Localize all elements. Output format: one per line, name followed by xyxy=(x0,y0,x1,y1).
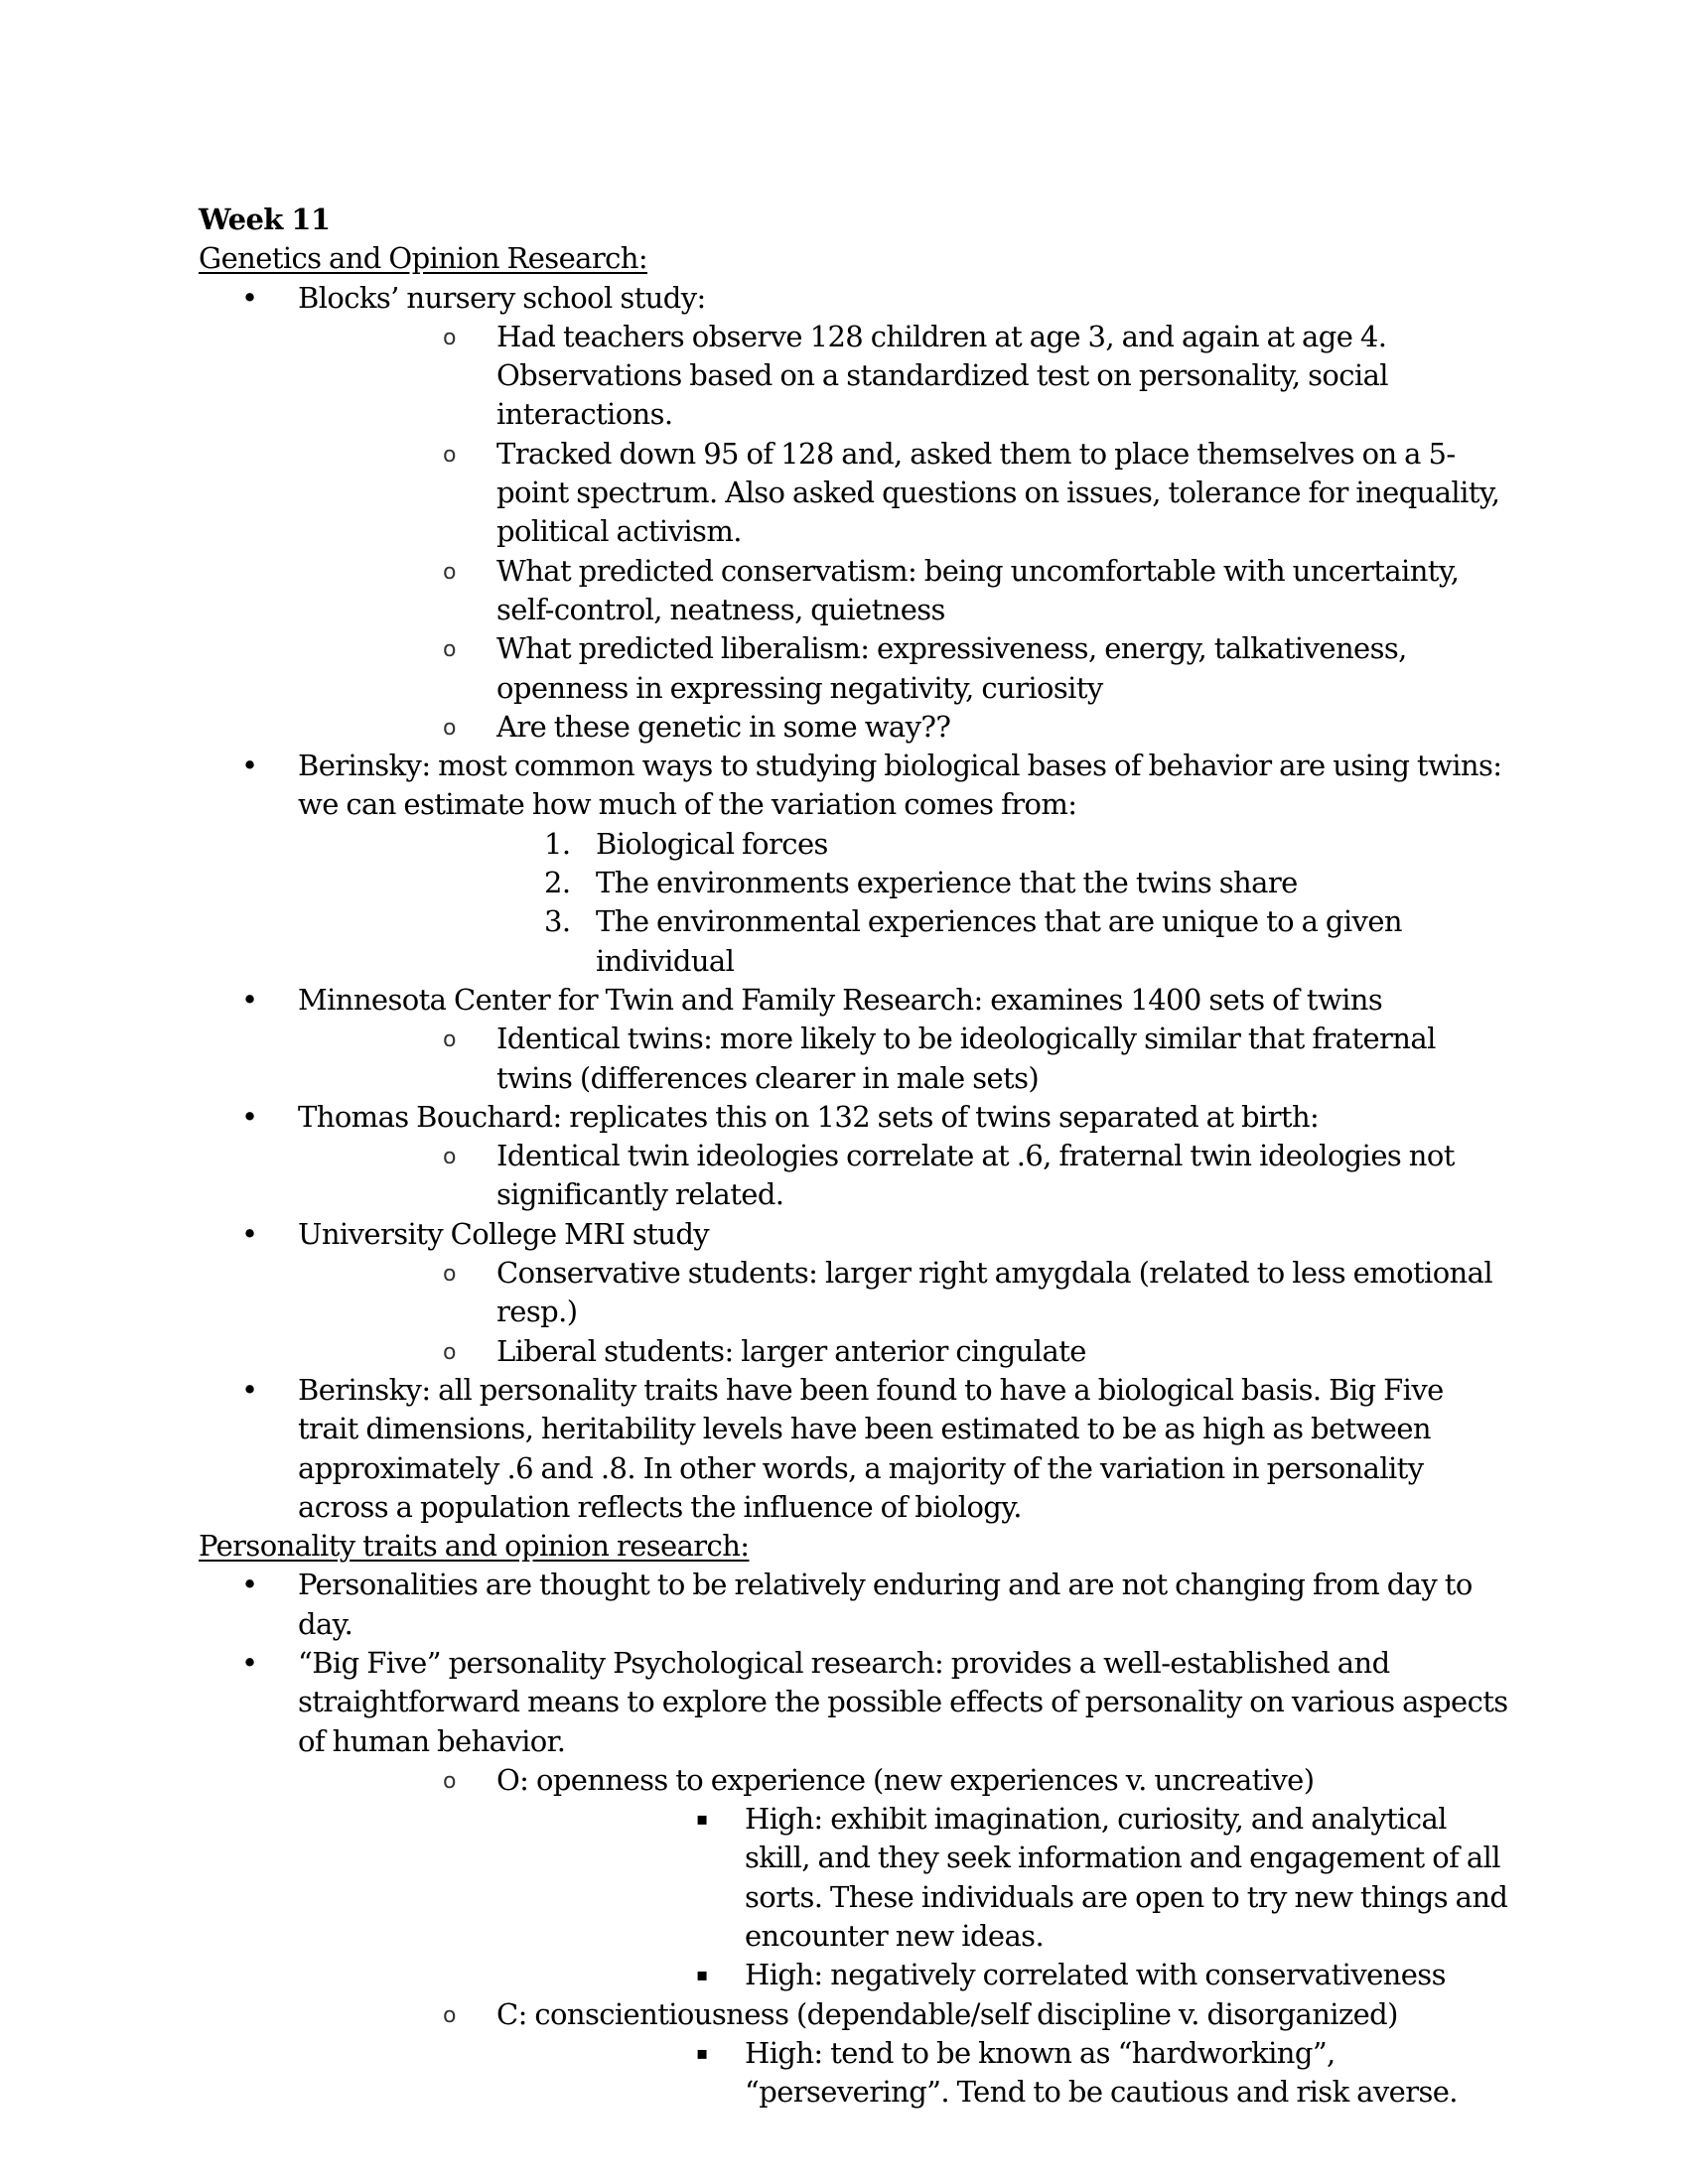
sub-bullet-text: What predicted conservatism: being uncomfortable with uncertainty, self-control, neatness, quietness xyxy=(496,553,1460,626)
sub-bullet-marker: o xyxy=(443,1262,456,1288)
bullet-text: University College MRI study xyxy=(298,1216,710,1251)
bullet-item xyxy=(241,981,1509,1098)
sub-bullet-text: Are these genetic in some way?? xyxy=(496,709,951,744)
sections xyxy=(199,239,1509,2112)
sub-bullet-item xyxy=(443,318,1509,435)
square-bullet-list xyxy=(496,1800,1509,1994)
numbered-list xyxy=(298,825,1509,981)
sub-bullet-marker: o xyxy=(443,325,456,350)
sub-bullet-list xyxy=(298,318,1509,747)
bullet-text: Blocks’ nursery school study: xyxy=(298,280,706,315)
bullet-list xyxy=(199,1566,1509,2112)
numbered-text: Biological forces xyxy=(596,826,828,861)
page-title: Week 11 xyxy=(199,203,331,236)
sub-bullet-text: Conservative students: larger right amygdala (related to less emotional resp.) xyxy=(496,1256,1493,1329)
sub-bullet-list xyxy=(298,1137,1509,1215)
bullet-text: Thomas Bouchard: replicates this on 132 sets of twins separated at birth: xyxy=(298,1099,1320,1134)
number-marker: 3. xyxy=(544,904,571,939)
sub-bullet-marker: o xyxy=(443,1768,456,1794)
numbered-item xyxy=(544,864,1509,902)
bullet-marker: • xyxy=(241,280,258,315)
bullet-text: Minnesota Center for Twin and Family Research: examines 1400 sets of twins xyxy=(298,982,1383,1017)
number-marker: 1. xyxy=(544,826,571,861)
sub-bullet-text: Tracked down 95 of 128 and, asked them to place themselves on a 5-point spectrum. Also asked questions on issues, tolerance for inequality, political activism. xyxy=(496,436,1500,549)
sub-bullet-marker: o xyxy=(443,1145,456,1170)
sub-bullet-marker: o xyxy=(443,1027,456,1053)
square-bullet-list xyxy=(496,2034,1509,2113)
section-heading: Genetics and Opinion Research: xyxy=(199,241,647,276)
bullet-marker: • xyxy=(241,982,258,1017)
square-bullet-item xyxy=(696,2034,1509,2113)
bullet-item xyxy=(241,1098,1509,1215)
bullet-item xyxy=(241,279,1509,748)
sub-bullet-marker: o xyxy=(443,442,456,468)
bullet-item xyxy=(241,1371,1509,1527)
square-bullet-text: High: tend to be known as “hardworking”, “persevering”. Tend to be cautious and risk averse. xyxy=(745,2035,1458,2110)
sub-bullet-text: Identical twin ideologies correlate at .6, fraternal twin ideologies not significantly related. xyxy=(496,1139,1455,1212)
bullet-marker: • xyxy=(241,749,258,783)
bullet-marker: • xyxy=(241,1568,258,1602)
sub-bullet-list xyxy=(298,1761,1509,2113)
sub-bullet-item xyxy=(443,435,1509,552)
bullet-text: “Big Five” personality Psychological research: provides a well-established and straightforward means to explore the possible effects of personality on various aspects of human behavior. xyxy=(298,1645,1508,1758)
bullet-list xyxy=(199,279,1509,1528)
bullet-marker: • xyxy=(241,1372,258,1407)
sub-bullet-item xyxy=(443,708,1509,747)
bullet-marker: • xyxy=(241,1216,258,1251)
sub-bullet-marker: o xyxy=(443,1339,456,1365)
sub-bullet-item xyxy=(443,1332,1509,1371)
square-bullet-item xyxy=(696,1800,1509,1956)
bullet-text: Personalities are thought to be relatively enduring and are not changing from day to day. xyxy=(298,1568,1473,1641)
square-bullet-marker: ▪ xyxy=(696,1965,708,1986)
sub-bullet-item xyxy=(443,1020,1509,1098)
sub-bullet-text: Liberal students: larger anterior cingulate xyxy=(496,1333,1086,1368)
sub-bullet-list xyxy=(298,1020,1509,1098)
sub-bullet-marker: o xyxy=(443,2002,456,2028)
document xyxy=(199,201,1509,2113)
sub-bullet-text: Identical twins: more likely to be ideologically similar that fraternal twins (differences clearer in male sets) xyxy=(496,1022,1436,1095)
sub-bullet-list xyxy=(298,1254,1509,1371)
sub-bullet-item xyxy=(443,552,1509,630)
sub-bullet-text: C: conscientiousness (dependable/self discipline v. disorganized) xyxy=(496,1996,1398,2031)
sub-bullet-item xyxy=(443,629,1509,708)
sub-bullet-item xyxy=(443,1254,1509,1332)
numbered-item xyxy=(544,825,1509,864)
sub-bullet-item xyxy=(443,1137,1509,1215)
sub-bullet-item xyxy=(443,1995,1509,2113)
sub-bullet-marker: o xyxy=(443,637,456,663)
sub-bullet-item xyxy=(443,1761,1509,1995)
section-heading: Personality traits and opinion research: xyxy=(199,1529,750,1564)
number-marker: 2. xyxy=(544,866,571,900)
sub-bullet-marker: o xyxy=(443,559,456,585)
square-bullet-text: High: negatively correlated with conservativeness xyxy=(745,1958,1446,1992)
sub-bullet-marker: o xyxy=(443,715,456,741)
bullet-item xyxy=(241,1644,1509,2113)
square-bullet-marker: ▪ xyxy=(696,1809,708,1831)
bullet-text: Berinsky: most common ways to studying biological bases of behavior are using twins: we can estimate how much of the variation comes from: xyxy=(298,749,1502,822)
numbered-item xyxy=(544,902,1509,981)
bullet-marker: • xyxy=(241,1099,258,1134)
numbered-text: The environmental experiences that are unique to a given individual xyxy=(596,904,1402,978)
bullet-item xyxy=(241,1566,1509,1644)
sub-bullet-text: O: openness to experience (new experiences v. uncreative) xyxy=(496,1762,1315,1797)
bullet-item xyxy=(241,1215,1509,1371)
bullet-marker: • xyxy=(241,1645,258,1680)
square-bullet-text: High: exhibit imagination, curiosity, and analytical skill, and they seek information and engagement of all sorts. These individuals are open to try new things and encounter new ideas. xyxy=(745,1802,1508,1954)
sub-bullet-text: Had teachers observe 128 children at age 3, and again at age 4. Observations based on a standardized test on personality, social interactions. xyxy=(496,319,1388,432)
bullet-item xyxy=(241,747,1509,981)
bullet-text: Berinsky: all personality traits have been found to have a biological basis. Big Five trait dimensions, heritability levels have been estimated to be as high as between approximately .6 and .8. In other words, a majority of the variation in personality across a population reflects the influence of biology. xyxy=(298,1372,1444,1524)
numbered-text: The environments experience that the twins share xyxy=(596,866,1298,900)
sub-bullet-text: What predicted liberalism: expressiveness, energy, talkativeness, openness in expressing negativity, curiosity xyxy=(496,631,1407,705)
square-bullet-marker: ▪ xyxy=(696,2042,708,2064)
square-bullet-item xyxy=(696,1956,1509,1994)
